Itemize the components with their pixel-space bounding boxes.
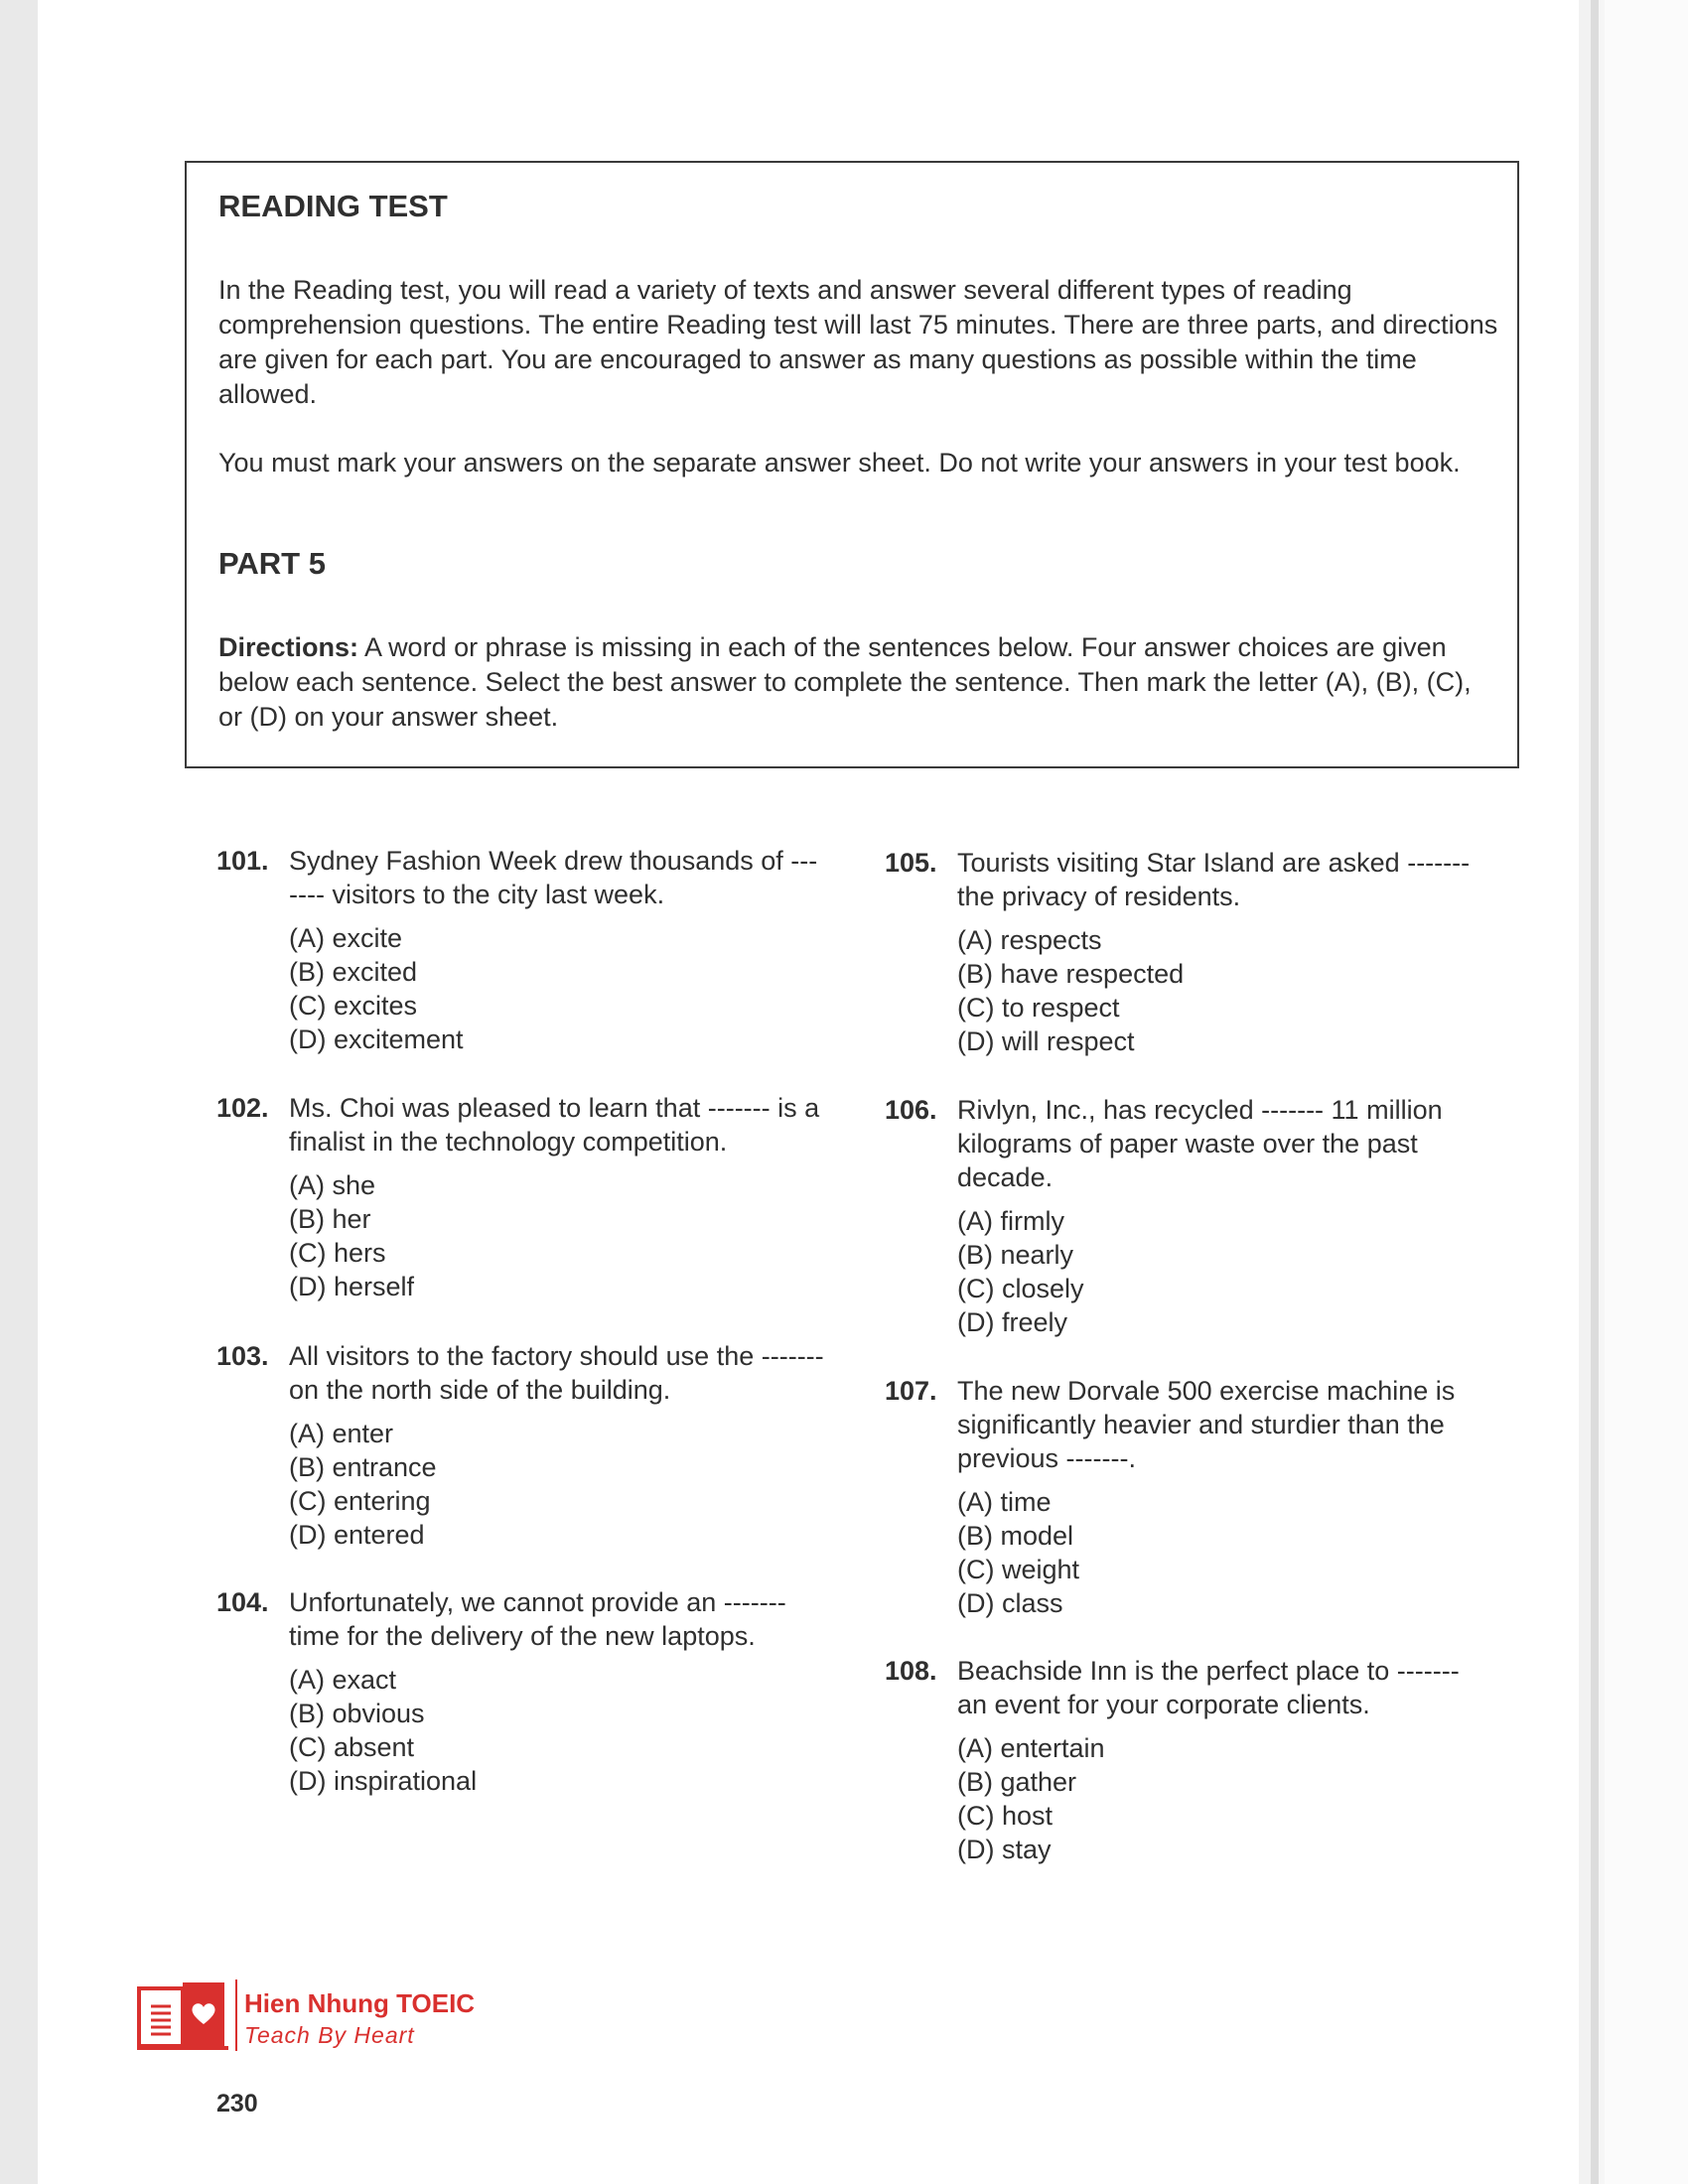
option-b: (B) nearly xyxy=(957,1240,1074,1270)
question-stem: Beachside Inn is the perfect place to ------- an event for your corporate clients. xyxy=(957,1656,1460,1719)
option-d: (D) entered xyxy=(289,1520,425,1550)
option-c: (C) excites xyxy=(289,991,418,1021)
option-b: (B) obvious xyxy=(289,1699,425,1728)
instructions-box xyxy=(185,161,1519,768)
option-b: (B) model xyxy=(957,1521,1074,1551)
page-edge xyxy=(1579,0,1591,2184)
question-stem: Unfortunately, we cannot provide an ------- time for the delivery of the new laptops. xyxy=(289,1587,786,1651)
page-number: 230 xyxy=(216,2090,258,2117)
option-a: (A) excite xyxy=(289,923,403,953)
question-stem: Tourists visiting Star Island are asked ------- the privacy of residents. xyxy=(957,848,1471,911)
brand-divider xyxy=(235,1979,237,2051)
question-number: 107. xyxy=(885,1376,937,1406)
option-a: (A) respects xyxy=(957,925,1102,955)
option-a: (A) entertain xyxy=(957,1733,1105,1763)
option-b: (B) her xyxy=(289,1204,371,1234)
question-stem: Rivlyn, Inc., has recycled ------- 11 million kilograms of paper waste over the past decade. xyxy=(957,1095,1443,1192)
question-number: 103. xyxy=(216,1341,269,1371)
answer-options xyxy=(289,921,825,1056)
option-a: (A) she xyxy=(289,1170,376,1200)
option-d: (D) stay xyxy=(957,1835,1052,1864)
option-a: (A) exact xyxy=(289,1665,397,1695)
option-c: (C) to respect xyxy=(957,993,1120,1023)
option-c: (C) absent xyxy=(289,1732,415,1762)
question-number: 104. xyxy=(216,1587,269,1617)
option-d: (D) freely xyxy=(957,1307,1068,1337)
brand-name: Hien Nhung TOEIC xyxy=(244,1988,476,2018)
directions-label: Directions: xyxy=(218,632,359,662)
question-stem: The new Dorvale 500 exercise machine is significantly heavier and sturdier than the previous -------. xyxy=(957,1376,1456,1473)
answer-options xyxy=(289,1417,825,1552)
answer-options xyxy=(957,923,1493,1058)
answer-sheet-instruction: You must mark your answers on the separate answer sheet. Do not write your answers in your test book. xyxy=(218,448,1461,478)
part-heading: PART 5 xyxy=(218,546,326,581)
question-stem: Ms. Choi was pleased to learn that ------- is a finalist in the technology competition. xyxy=(289,1093,820,1157)
answer-options xyxy=(957,1731,1493,1866)
page-edge-shadow xyxy=(1591,0,1599,2184)
question-number: 106. xyxy=(885,1095,937,1125)
option-d: (D) will respect xyxy=(957,1026,1135,1056)
answer-options xyxy=(289,1663,825,1798)
option-c: (C) closely xyxy=(957,1274,1084,1303)
option-c: (C) host xyxy=(957,1801,1054,1831)
option-d: (D) inspirational xyxy=(289,1766,478,1796)
option-b: (B) gather xyxy=(957,1767,1077,1797)
directions-paragraph xyxy=(218,630,1499,735)
open-book-heart-icon xyxy=(135,1979,230,2052)
answer-options xyxy=(957,1204,1493,1339)
option-d: (D) herself xyxy=(289,1272,415,1301)
question-number: 105. xyxy=(885,848,937,878)
reading-test-heading: READING TEST xyxy=(218,189,448,223)
option-c: (C) entering xyxy=(289,1486,431,1516)
option-b: (B) entrance xyxy=(289,1452,437,1482)
option-c: (C) hers xyxy=(289,1238,386,1268)
question-stem: All visitors to the factory should use the ------- on the north side of the building. xyxy=(289,1341,824,1405)
answer-options xyxy=(289,1168,825,1303)
brand-tagline: Teach By Heart xyxy=(244,2022,415,2048)
option-d: (D) excitement xyxy=(289,1024,464,1054)
answer-options xyxy=(957,1485,1493,1620)
option-d: (D) class xyxy=(957,1588,1063,1618)
option-c: (C) weight xyxy=(957,1555,1080,1584)
option-a: (A) firmly xyxy=(957,1206,1064,1236)
question-stem: Sydney Fashion Week drew thousands of ------- visitors to the city last week. xyxy=(289,846,818,909)
question-number: 108. xyxy=(885,1656,937,1686)
option-a: (A) time xyxy=(957,1487,1052,1517)
reading-test-intro-paragraph: In the Reading test, you will read a variety of texts and answer several different types of reading comprehension questions. The entire Reading test will last 75 minutes. There are three parts, and directions are given for each part. You are encouraged to answer as many questions as possible within the time allowed. xyxy=(218,275,1498,409)
scan-margin xyxy=(1605,0,1688,2184)
option-b: (B) excited xyxy=(289,957,418,987)
question-number: 102. xyxy=(216,1093,269,1123)
option-b: (B) have respected xyxy=(957,959,1185,989)
question-number: 101. xyxy=(216,846,269,876)
directions-text: A word or phrase is missing in each of the sentences below. Four answer choices are given below each sentence. Select the best answer to complete the sentence. Then mark the letter (A), (B), (C), or (D) on your answer sheet. xyxy=(218,632,1472,732)
option-a: (A) enter xyxy=(289,1419,394,1448)
